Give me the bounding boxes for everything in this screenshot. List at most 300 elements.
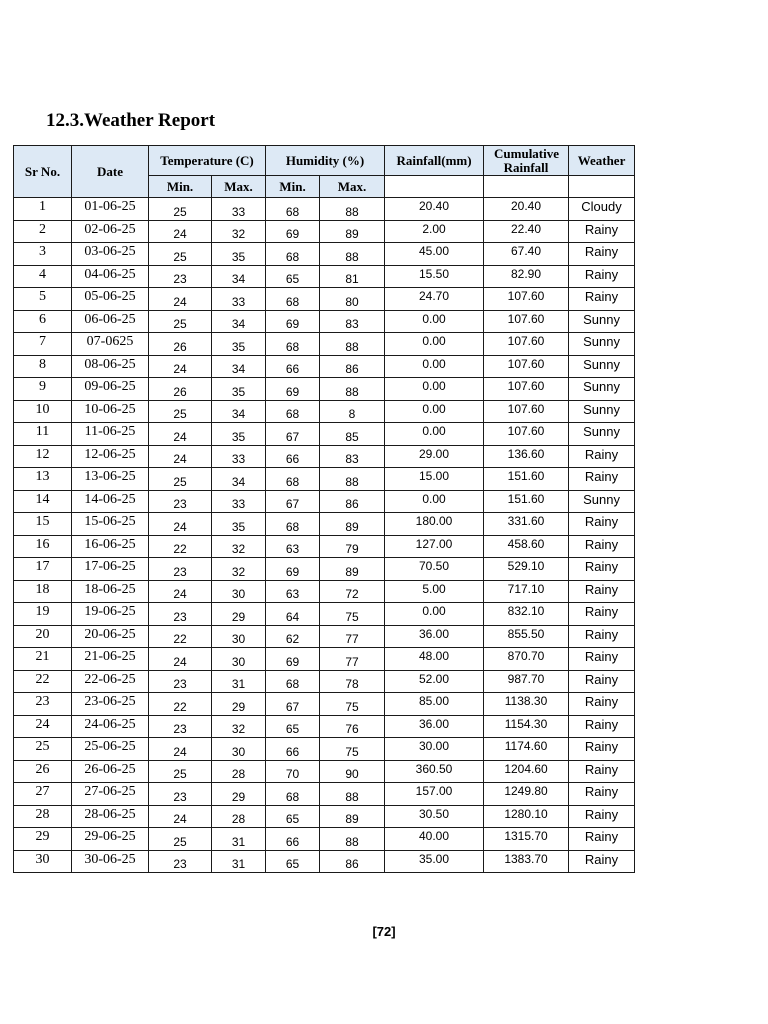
cell-sr-no: 17 xyxy=(14,558,72,581)
cell-temp-min: 25 xyxy=(149,828,212,851)
cell-temp-max: 31 xyxy=(212,850,266,873)
cell-weather: Rainy xyxy=(569,783,635,806)
cell-rainfall: 35.00 xyxy=(385,850,484,873)
cell-cumulative-rainfall: 1138.30 xyxy=(484,693,569,716)
cell-date: 07-0625 xyxy=(72,333,149,356)
cell-temp-max: 28 xyxy=(212,760,266,783)
cell-humidity-max: 83 xyxy=(320,310,385,333)
cell-temp-min: 23 xyxy=(149,603,212,626)
cell-temp-max: 30 xyxy=(212,738,266,761)
cell-humidity-min: 63 xyxy=(266,580,320,603)
cell-date: 09-06-25 xyxy=(72,378,149,401)
cell-sr-no: 16 xyxy=(14,535,72,558)
cell-humidity-max: 88 xyxy=(320,468,385,491)
cell-temp-min: 24 xyxy=(149,355,212,378)
cell-weather: Sunny xyxy=(569,423,635,446)
cell-temp-max: 32 xyxy=(212,535,266,558)
cell-date: 02-06-25 xyxy=(72,220,149,243)
header-weather: Weather xyxy=(569,146,635,176)
cell-cumulative-rainfall: 1174.60 xyxy=(484,738,569,761)
cell-sr-no: 28 xyxy=(14,805,72,828)
cell-sr-no: 27 xyxy=(14,783,72,806)
cell-cumulative-rainfall: 1154.30 xyxy=(484,715,569,738)
cell-weather: Rainy xyxy=(569,760,635,783)
cell-temp-min: 25 xyxy=(149,198,212,221)
cell-weather: Rainy xyxy=(569,445,635,468)
cell-temp-max: 34 xyxy=(212,400,266,423)
cell-weather: Rainy xyxy=(569,693,635,716)
cell-weather: Rainy xyxy=(569,580,635,603)
cell-date: 19-06-25 xyxy=(72,603,149,626)
cell-cumulative-rainfall: 107.60 xyxy=(484,288,569,311)
cell-humidity-max: 81 xyxy=(320,265,385,288)
cell-temp-max: 34 xyxy=(212,265,266,288)
cell-date: 14-06-25 xyxy=(72,490,149,513)
cell-cumulative-rainfall: 855.50 xyxy=(484,625,569,648)
header-humidity-max: Max. xyxy=(320,176,385,198)
cell-humidity-max: 75 xyxy=(320,738,385,761)
table-row xyxy=(14,580,635,603)
cell-cumulative-rainfall: 987.70 xyxy=(484,670,569,693)
cell-sr-no: 19 xyxy=(14,603,72,626)
cell-date: 03-06-25 xyxy=(72,243,149,266)
cell-humidity-min: 68 xyxy=(266,513,320,536)
cell-date: 08-06-25 xyxy=(72,355,149,378)
cell-humidity-max: 8 xyxy=(320,400,385,423)
cell-temp-min: 25 xyxy=(149,468,212,491)
cell-date: 13-06-25 xyxy=(72,468,149,491)
table-row xyxy=(14,220,635,243)
cell-date: 26-06-25 xyxy=(72,760,149,783)
table-row xyxy=(14,490,635,513)
table-row xyxy=(14,558,635,581)
cell-weather: Sunny xyxy=(569,333,635,356)
cell-temp-max: 32 xyxy=(212,220,266,243)
cell-rainfall: 157.00 xyxy=(385,783,484,806)
table-row xyxy=(14,805,635,828)
cell-cumulative-rainfall: 107.60 xyxy=(484,400,569,423)
cell-temp-max: 35 xyxy=(212,333,266,356)
cell-temp-min: 26 xyxy=(149,378,212,401)
header-humidity-min: Min. xyxy=(266,176,320,198)
page-title: 12.3.Weather Report xyxy=(46,110,216,131)
cell-cumulative-rainfall: 107.60 xyxy=(484,333,569,356)
cell-rainfall: 85.00 xyxy=(385,693,484,716)
cell-rainfall: 0.00 xyxy=(385,310,484,333)
cell-humidity-max: 77 xyxy=(320,625,385,648)
header-temperature: Temperature (C) xyxy=(149,146,266,176)
cell-date: 16-06-25 xyxy=(72,535,149,558)
cell-humidity-max: 76 xyxy=(320,715,385,738)
page-number: [72] xyxy=(372,924,396,939)
table-header xyxy=(14,146,635,198)
cell-sr-no: 18 xyxy=(14,580,72,603)
cell-temp-min: 23 xyxy=(149,558,212,581)
cell-humidity-max: 88 xyxy=(320,783,385,806)
table-row xyxy=(14,378,635,401)
table-row xyxy=(14,715,635,738)
cell-temp-max: 28 xyxy=(212,805,266,828)
cell-humidity-min: 64 xyxy=(266,603,320,626)
cell-humidity-max: 78 xyxy=(320,670,385,693)
cell-humidity-min: 68 xyxy=(266,400,320,423)
cell-rainfall: 48.00 xyxy=(385,648,484,671)
cell-weather: Sunny xyxy=(569,310,635,333)
cell-cumulative-rainfall: 458.60 xyxy=(484,535,569,558)
cell-date: 27-06-25 xyxy=(72,783,149,806)
cell-humidity-min: 65 xyxy=(266,265,320,288)
cell-cumulative-rainfall: 717.10 xyxy=(484,580,569,603)
cell-humidity-min: 69 xyxy=(266,310,320,333)
cell-humidity-max: 89 xyxy=(320,558,385,581)
cell-cumulative-rainfall: 136.60 xyxy=(484,445,569,468)
cell-temp-min: 24 xyxy=(149,220,212,243)
cell-humidity-max: 86 xyxy=(320,355,385,378)
cell-humidity-min: 62 xyxy=(266,625,320,648)
table-row xyxy=(14,648,635,671)
cell-rainfall: 180.00 xyxy=(385,513,484,536)
cell-temp-min: 24 xyxy=(149,805,212,828)
cell-rainfall: 15.00 xyxy=(385,468,484,491)
cell-humidity-max: 83 xyxy=(320,445,385,468)
header-humidity: Humidity (%) xyxy=(266,146,385,176)
cell-temp-min: 23 xyxy=(149,490,212,513)
cell-humidity-max: 86 xyxy=(320,490,385,513)
header-rainfall-blank xyxy=(385,176,484,198)
cell-humidity-min: 70 xyxy=(266,760,320,783)
cell-cumulative-rainfall: 107.60 xyxy=(484,310,569,333)
cell-humidity-max: 88 xyxy=(320,378,385,401)
cell-sr-no: 29 xyxy=(14,828,72,851)
cell-humidity-min: 68 xyxy=(266,333,320,356)
cell-date: 25-06-25 xyxy=(72,738,149,761)
cell-humidity-min: 66 xyxy=(266,355,320,378)
cell-cumulative-rainfall: 82.90 xyxy=(484,265,569,288)
cell-temp-min: 23 xyxy=(149,850,212,873)
weather-report-table xyxy=(13,145,635,873)
header-rainfall: Rainfall(mm) xyxy=(385,146,484,176)
cell-rainfall: 45.00 xyxy=(385,243,484,266)
cell-temp-max: 30 xyxy=(212,580,266,603)
table-row xyxy=(14,310,635,333)
cell-humidity-min: 67 xyxy=(266,423,320,446)
cell-cumulative-rainfall: 331.60 xyxy=(484,513,569,536)
cell-humidity-max: 79 xyxy=(320,535,385,558)
cell-temp-max: 35 xyxy=(212,513,266,536)
cell-rainfall: 40.00 xyxy=(385,828,484,851)
cell-sr-no: 23 xyxy=(14,693,72,716)
cell-humidity-min: 65 xyxy=(266,715,320,738)
cell-sr-no: 12 xyxy=(14,445,72,468)
table-row xyxy=(14,828,635,851)
cell-humidity-min: 66 xyxy=(266,445,320,468)
cell-humidity-max: 89 xyxy=(320,805,385,828)
header-weather-blank xyxy=(569,176,635,198)
cell-cumulative-rainfall: 1315.70 xyxy=(484,828,569,851)
table-row xyxy=(14,513,635,536)
cell-humidity-min: 66 xyxy=(266,828,320,851)
cell-humidity-max: 88 xyxy=(320,828,385,851)
cell-cumulative-rainfall: 1383.70 xyxy=(484,850,569,873)
table-row xyxy=(14,760,635,783)
cell-cumulative-rainfall: 20.40 xyxy=(484,198,569,221)
cell-date: 05-06-25 xyxy=(72,288,149,311)
cell-rainfall: 15.50 xyxy=(385,265,484,288)
header-cumulative-blank xyxy=(484,176,569,198)
cell-weather: Sunny xyxy=(569,378,635,401)
cell-humidity-max: 88 xyxy=(320,198,385,221)
header-temp-min: Min. xyxy=(149,176,212,198)
cell-weather: Rainy xyxy=(569,670,635,693)
cell-sr-no: 1 xyxy=(14,198,72,221)
cell-humidity-min: 68 xyxy=(266,243,320,266)
cell-cumulative-rainfall: 870.70 xyxy=(484,648,569,671)
cell-cumulative-rainfall: 529.10 xyxy=(484,558,569,581)
cell-humidity-min: 69 xyxy=(266,220,320,243)
cell-rainfall: 0.00 xyxy=(385,603,484,626)
cell-temp-max: 34 xyxy=(212,310,266,333)
cell-rainfall: 30.00 xyxy=(385,738,484,761)
table-row xyxy=(14,670,635,693)
cell-weather: Rainy xyxy=(569,715,635,738)
cell-cumulative-rainfall: 1280.10 xyxy=(484,805,569,828)
cell-rainfall: 0.00 xyxy=(385,400,484,423)
cell-temp-min: 25 xyxy=(149,760,212,783)
cell-sr-no: 25 xyxy=(14,738,72,761)
cell-weather: Rainy xyxy=(569,243,635,266)
cell-sr-no: 22 xyxy=(14,670,72,693)
table-row xyxy=(14,445,635,468)
cell-rainfall: 52.00 xyxy=(385,670,484,693)
cell-rainfall: 0.00 xyxy=(385,423,484,446)
table-row xyxy=(14,468,635,491)
cell-rainfall: 0.00 xyxy=(385,355,484,378)
cell-rainfall: 0.00 xyxy=(385,490,484,513)
cell-humidity-min: 68 xyxy=(266,783,320,806)
cell-rainfall: 2.00 xyxy=(385,220,484,243)
cell-cumulative-rainfall: 22.40 xyxy=(484,220,569,243)
cell-sr-no: 26 xyxy=(14,760,72,783)
cell-rainfall: 0.00 xyxy=(385,378,484,401)
cell-weather: Sunny xyxy=(569,490,635,513)
cell-temp-max: 32 xyxy=(212,715,266,738)
cell-date: 10-06-25 xyxy=(72,400,149,423)
cell-humidity-min: 69 xyxy=(266,648,320,671)
cell-humidity-min: 68 xyxy=(266,670,320,693)
cell-humidity-max: 75 xyxy=(320,603,385,626)
cell-rainfall: 36.00 xyxy=(385,715,484,738)
cell-temp-max: 35 xyxy=(212,378,266,401)
cell-temp-min: 22 xyxy=(149,625,212,648)
cell-weather: Rainy xyxy=(569,265,635,288)
table-row xyxy=(14,535,635,558)
cell-temp-max: 33 xyxy=(212,198,266,221)
cell-sr-no: 3 xyxy=(14,243,72,266)
cell-sr-no: 4 xyxy=(14,265,72,288)
cell-rainfall: 30.50 xyxy=(385,805,484,828)
cell-temp-min: 24 xyxy=(149,513,212,536)
cell-temp-max: 31 xyxy=(212,670,266,693)
cell-rainfall: 29.00 xyxy=(385,445,484,468)
cell-temp-min: 25 xyxy=(149,243,212,266)
cell-rainfall: 0.00 xyxy=(385,333,484,356)
cell-cumulative-rainfall: 832.10 xyxy=(484,603,569,626)
cell-temp-min: 24 xyxy=(149,445,212,468)
cell-date: 28-06-25 xyxy=(72,805,149,828)
cell-temp-max: 33 xyxy=(212,490,266,513)
table-row xyxy=(14,400,635,423)
cell-sr-no: 9 xyxy=(14,378,72,401)
cell-rainfall: 70.50 xyxy=(385,558,484,581)
cell-sr-no: 10 xyxy=(14,400,72,423)
cell-date: 17-06-25 xyxy=(72,558,149,581)
cell-weather: Rainy xyxy=(569,738,635,761)
cell-humidity-max: 90 xyxy=(320,760,385,783)
cell-humidity-min: 67 xyxy=(266,693,320,716)
cell-temp-max: 34 xyxy=(212,468,266,491)
cell-rainfall: 5.00 xyxy=(385,580,484,603)
cell-temp-max: 29 xyxy=(212,603,266,626)
cell-temp-max: 33 xyxy=(212,445,266,468)
cell-cumulative-rainfall: 107.60 xyxy=(484,423,569,446)
cell-temp-max: 35 xyxy=(212,243,266,266)
cell-sr-no: 13 xyxy=(14,468,72,491)
cell-humidity-min: 63 xyxy=(266,535,320,558)
cell-temp-max: 35 xyxy=(212,423,266,446)
cell-temp-max: 33 xyxy=(212,288,266,311)
cell-cumulative-rainfall: 151.60 xyxy=(484,490,569,513)
cell-date: 11-06-25 xyxy=(72,423,149,446)
cell-humidity-max: 86 xyxy=(320,850,385,873)
cell-date: 12-06-25 xyxy=(72,445,149,468)
cell-humidity-min: 66 xyxy=(266,738,320,761)
cell-sr-no: 8 xyxy=(14,355,72,378)
cell-temp-min: 23 xyxy=(149,670,212,693)
cell-cumulative-rainfall: 67.40 xyxy=(484,243,569,266)
cell-sr-no: 15 xyxy=(14,513,72,536)
header-sr-no: Sr No. xyxy=(14,146,72,198)
cell-date: 06-06-25 xyxy=(72,310,149,333)
cell-temp-min: 24 xyxy=(149,288,212,311)
cell-humidity-max: 88 xyxy=(320,243,385,266)
cell-weather: Rainy xyxy=(569,850,635,873)
table-row xyxy=(14,333,635,356)
cell-temp-min: 22 xyxy=(149,535,212,558)
cell-temp-max: 30 xyxy=(212,625,266,648)
cell-weather: Rainy xyxy=(569,625,635,648)
header-date: Date xyxy=(72,146,149,198)
table-row xyxy=(14,288,635,311)
table-row xyxy=(14,783,635,806)
cell-date: 30-06-25 xyxy=(72,850,149,873)
cell-rainfall: 127.00 xyxy=(385,535,484,558)
cell-humidity-min: 67 xyxy=(266,490,320,513)
cell-weather: Rainy xyxy=(569,558,635,581)
cell-humidity-min: 69 xyxy=(266,558,320,581)
cell-temp-min: 22 xyxy=(149,693,212,716)
cell-sr-no: 14 xyxy=(14,490,72,513)
cell-humidity-min: 68 xyxy=(266,468,320,491)
cell-rainfall: 24.70 xyxy=(385,288,484,311)
cell-temp-max: 30 xyxy=(212,648,266,671)
cell-weather: Sunny xyxy=(569,400,635,423)
cell-cumulative-rainfall: 1249.80 xyxy=(484,783,569,806)
cell-date: 24-06-25 xyxy=(72,715,149,738)
cell-date: 18-06-25 xyxy=(72,580,149,603)
cell-humidity-max: 89 xyxy=(320,220,385,243)
table-row xyxy=(14,693,635,716)
cell-temp-min: 24 xyxy=(149,648,212,671)
cell-weather: Rainy xyxy=(569,513,635,536)
cell-humidity-max: 72 xyxy=(320,580,385,603)
cell-cumulative-rainfall: 107.60 xyxy=(484,355,569,378)
cell-date: 04-06-25 xyxy=(72,265,149,288)
cell-date: 21-06-25 xyxy=(72,648,149,671)
cell-humidity-min: 69 xyxy=(266,378,320,401)
header-temp-max: Max. xyxy=(212,176,266,198)
table-row xyxy=(14,198,635,221)
table-row xyxy=(14,265,635,288)
cell-rainfall: 20.40 xyxy=(385,198,484,221)
cell-cumulative-rainfall: 151.60 xyxy=(484,468,569,491)
cell-humidity-min: 65 xyxy=(266,850,320,873)
cell-temp-min: 25 xyxy=(149,310,212,333)
cell-sr-no: 24 xyxy=(14,715,72,738)
cell-temp-max: 29 xyxy=(212,783,266,806)
cell-weather: Cloudy xyxy=(569,198,635,221)
table-row xyxy=(14,603,635,626)
cell-weather: Rainy xyxy=(569,805,635,828)
cell-humidity-max: 80 xyxy=(320,288,385,311)
cell-sr-no: 20 xyxy=(14,625,72,648)
cell-humidity-max: 88 xyxy=(320,333,385,356)
cell-humidity-min: 68 xyxy=(266,288,320,311)
cell-weather: Rainy xyxy=(569,288,635,311)
cell-weather: Rainy xyxy=(569,468,635,491)
cell-sr-no: 11 xyxy=(14,423,72,446)
cell-sr-no: 6 xyxy=(14,310,72,333)
cell-temp-min: 26 xyxy=(149,333,212,356)
cell-temp-max: 34 xyxy=(212,355,266,378)
cell-date: 29-06-25 xyxy=(72,828,149,851)
cell-date: 20-06-25 xyxy=(72,625,149,648)
table-row xyxy=(14,355,635,378)
table-row xyxy=(14,243,635,266)
table-body xyxy=(14,198,635,873)
cell-temp-max: 32 xyxy=(212,558,266,581)
cell-weather: Sunny xyxy=(569,355,635,378)
cell-sr-no: 21 xyxy=(14,648,72,671)
table-row xyxy=(14,625,635,648)
cell-weather: Rainy xyxy=(569,535,635,558)
cell-temp-min: 24 xyxy=(149,423,212,446)
header-cumulative-rainfall: Cumulative Rainfall xyxy=(484,146,569,176)
cell-humidity-max: 77 xyxy=(320,648,385,671)
cell-weather: Rainy xyxy=(569,220,635,243)
cell-sr-no: 5 xyxy=(14,288,72,311)
cell-humidity-min: 68 xyxy=(266,198,320,221)
cell-humidity-max: 89 xyxy=(320,513,385,536)
cell-temp-min: 23 xyxy=(149,265,212,288)
cell-cumulative-rainfall: 1204.60 xyxy=(484,760,569,783)
cell-sr-no: 30 xyxy=(14,850,72,873)
cell-humidity-max: 75 xyxy=(320,693,385,716)
cell-temp-min: 24 xyxy=(149,580,212,603)
cell-sr-no: 2 xyxy=(14,220,72,243)
cell-sr-no: 7 xyxy=(14,333,72,356)
cell-humidity-max: 85 xyxy=(320,423,385,446)
cell-date: 01-06-25 xyxy=(72,198,149,221)
